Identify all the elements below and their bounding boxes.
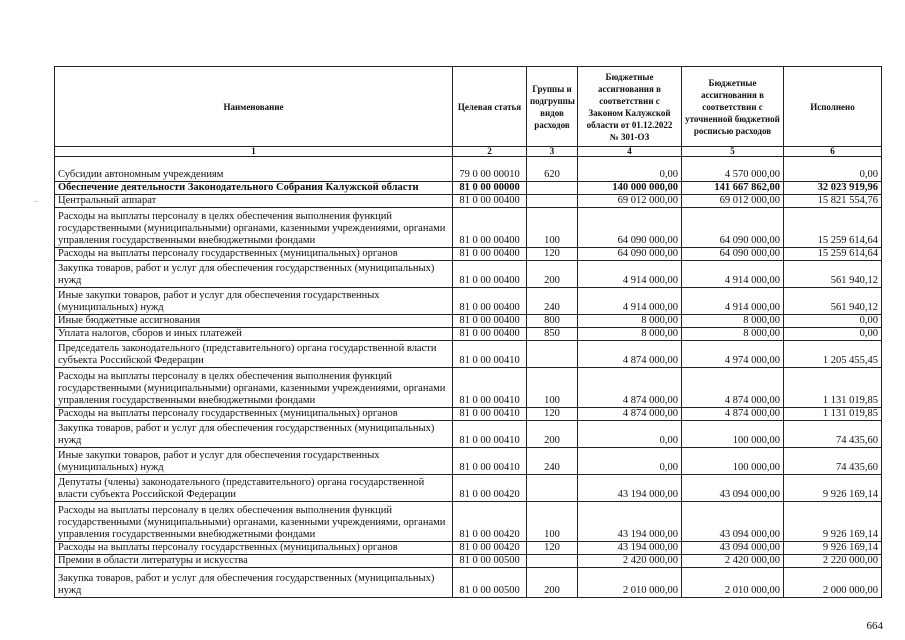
column-number: 2 [453, 147, 527, 157]
row-name: Субсидии автономным учреждениям [55, 157, 453, 182]
row-law-allocation: 140 000 000,00 [578, 182, 682, 195]
row-executed: 561 940,12 [784, 288, 882, 315]
row-target-article: 81 0 00 00420 [453, 475, 527, 502]
table-body [55, 157, 882, 598]
table-row [55, 448, 882, 475]
column-number: 3 [527, 147, 578, 157]
row-executed: 1 131 019,85 [784, 408, 882, 421]
row-executed: 9 926 169,14 [784, 475, 882, 502]
row-target-article: 81 0 00 00420 [453, 502, 527, 542]
table-row [55, 248, 882, 261]
row-executed: 9 926 169,14 [784, 542, 882, 555]
row-executed: 32 023 919,96 [784, 182, 882, 195]
row-name: Расходы на выплаты персоналу в целях обеспечения выполнения функций государственными (муниципальными) органами, казенными учреждениями, органами управления государственными внебюджетными фондами [55, 368, 453, 408]
row-law-allocation: 43 194 000,00 [578, 502, 682, 542]
row-law-allocation: 0,00 [578, 448, 682, 475]
margin-mark: – [34, 196, 38, 205]
row-law-allocation: 4 874 000,00 [578, 408, 682, 421]
row-expense-group [527, 341, 578, 368]
row-updated-allocation: 100 000,00 [682, 448, 784, 475]
page-number: 664 [866, 620, 883, 632]
row-name: Иные закупки товаров, работ и услуг для обеспечения государственных (муниципальных) нужд [55, 288, 453, 315]
row-law-allocation: 43 194 000,00 [578, 542, 682, 555]
row-law-allocation: 64 090 000,00 [578, 208, 682, 248]
row-updated-allocation: 69 012 000,00 [682, 195, 784, 208]
row-target-article: 81 0 00 00000 [453, 182, 527, 195]
row-expense-group: 800 [527, 315, 578, 328]
row-law-allocation: 2 420 000,00 [578, 555, 682, 568]
table-row [55, 208, 882, 248]
row-updated-allocation: 8 000,00 [682, 328, 784, 341]
row-updated-allocation: 4 914 000,00 [682, 261, 784, 288]
row-expense-group: 240 [527, 448, 578, 475]
row-name: Центральный аппарат [55, 195, 453, 208]
row-updated-allocation: 43 094 000,00 [682, 475, 784, 502]
row-target-article: 81 0 00 00400 [453, 315, 527, 328]
row-name: Расходы на выплаты персоналу в целях обеспечения выполнения функций государственными (муниципальными) органами, казенными учреждениями, органами управления государственными внебюджетными фондами [55, 502, 453, 542]
row-name: Расходы на выплаты персоналу государственных (муниципальных) органов [55, 542, 453, 555]
row-updated-allocation: 2 010 000,00 [682, 568, 784, 598]
row-law-allocation: 0,00 [578, 421, 682, 448]
row-target-article: 81 0 00 00410 [453, 421, 527, 448]
row-expense-group: 240 [527, 288, 578, 315]
row-expense-group: 120 [527, 542, 578, 555]
row-expense-group: 850 [527, 328, 578, 341]
row-executed: 0,00 [784, 157, 882, 182]
row-executed: 2 000 000,00 [784, 568, 882, 598]
column-number: 1 [55, 147, 453, 157]
row-executed: 15 259 614,64 [784, 208, 882, 248]
row-updated-allocation: 4 974 000,00 [682, 341, 784, 368]
row-law-allocation: 4 874 000,00 [578, 341, 682, 368]
row-executed: 561 940,12 [784, 261, 882, 288]
row-target-article: 81 0 00 00500 [453, 555, 527, 568]
row-updated-allocation: 43 094 000,00 [682, 542, 784, 555]
row-executed: 2 220 000,00 [784, 555, 882, 568]
column-number: 6 [784, 147, 882, 157]
table-row [55, 328, 882, 341]
table-row [55, 502, 882, 542]
header-executed: Исполнено [784, 67, 882, 147]
row-updated-allocation: 64 090 000,00 [682, 248, 784, 261]
row-name: Расходы на выплаты персоналу в целях обеспечения выполнения функций государственными (муниципальными) органами, казенными учреждениями, органами управления государственными внебюджетными фондами [55, 208, 453, 248]
row-law-allocation: 4 914 000,00 [578, 261, 682, 288]
row-law-allocation: 8 000,00 [578, 315, 682, 328]
budget-execution-table [54, 66, 882, 598]
row-updated-allocation: 100 000,00 [682, 421, 784, 448]
row-updated-allocation: 4 874 000,00 [682, 408, 784, 421]
row-expense-group: 620 [527, 157, 578, 182]
table-row [55, 408, 882, 421]
column-number-row [55, 147, 882, 157]
row-updated-allocation: 141 667 862,00 [682, 182, 784, 195]
row-updated-allocation: 4 914 000,00 [682, 288, 784, 315]
row-expense-group: 120 [527, 408, 578, 421]
table-row [55, 568, 882, 598]
row-expense-group: 200 [527, 261, 578, 288]
row-target-article: 81 0 00 00400 [453, 248, 527, 261]
table-row [55, 475, 882, 502]
row-name: Иные бюджетные ассигнования [55, 315, 453, 328]
row-updated-allocation: 4 570 000,00 [682, 157, 784, 182]
row-name: Закупка товаров, работ и услуг для обеспечения государственных (муниципальных) нужд [55, 568, 453, 598]
row-executed: 15 821 554,76 [784, 195, 882, 208]
row-expense-group [527, 182, 578, 195]
row-target-article: 81 0 00 00400 [453, 195, 527, 208]
row-law-allocation: 43 194 000,00 [578, 475, 682, 502]
row-expense-group: 100 [527, 368, 578, 408]
row-target-article: 81 0 00 00410 [453, 368, 527, 408]
header-expense-groups: Группы и подгруппы видов расходов [527, 67, 578, 147]
row-expense-group: 200 [527, 568, 578, 598]
table-row [55, 368, 882, 408]
row-name: Расходы на выплаты персоналу государственных (муниципальных) органов [55, 408, 453, 421]
header-row [55, 67, 882, 147]
header-name: Наименование [55, 67, 453, 147]
row-target-article: 81 0 00 00400 [453, 261, 527, 288]
row-law-allocation: 8 000,00 [578, 328, 682, 341]
row-executed: 0,00 [784, 315, 882, 328]
row-executed: 15 259 614,64 [784, 248, 882, 261]
row-expense-group: 120 [527, 248, 578, 261]
column-number: 4 [578, 147, 682, 157]
row-law-allocation: 4 874 000,00 [578, 368, 682, 408]
row-law-allocation: 4 914 000,00 [578, 288, 682, 315]
row-name: Закупка товаров, работ и услуг для обеспечения государственных (муниципальных) нужд [55, 421, 453, 448]
row-updated-allocation: 43 094 000,00 [682, 502, 784, 542]
row-name: Председатель законодательного (представительного) органа государственной власти субъекта Российской Федерации [55, 341, 453, 368]
row-law-allocation: 0,00 [578, 157, 682, 182]
row-target-article: 81 0 00 00500 [453, 568, 527, 598]
row-expense-group: 100 [527, 208, 578, 248]
row-law-allocation: 69 012 000,00 [578, 195, 682, 208]
row-expense-group [527, 555, 578, 568]
row-law-allocation: 2 010 000,00 [578, 568, 682, 598]
row-name: Уплата налогов, сборов и иных платежей [55, 328, 453, 341]
table-row [55, 341, 882, 368]
table-row [55, 288, 882, 315]
row-target-article: 81 0 00 00400 [453, 288, 527, 315]
row-name: Депутаты (члены) законодательного (представительного) органа государственной власти субъекта Российской Федерации [55, 475, 453, 502]
row-expense-group [527, 195, 578, 208]
row-target-article: 81 0 00 00400 [453, 328, 527, 341]
row-target-article: 81 0 00 00410 [453, 448, 527, 475]
row-target-article: 79 0 00 00010 [453, 157, 527, 182]
table-row [55, 182, 882, 195]
table-row [55, 315, 882, 328]
row-name: Обеспечение деятельности Законодательного Собрания Калужской области [55, 182, 453, 195]
row-executed: 0,00 [784, 328, 882, 341]
row-executed: 1 131 019,85 [784, 368, 882, 408]
table-row [55, 157, 882, 182]
row-name: Расходы на выплаты персоналу государственных (муниципальных) органов [55, 248, 453, 261]
row-expense-group: 200 [527, 421, 578, 448]
row-expense-group [527, 475, 578, 502]
row-expense-group: 100 [527, 502, 578, 542]
header-updated-allocations: Бюджетные ассигнования в соответствии с уточненной бюджетной росписью расходов [682, 67, 784, 147]
table-row [55, 555, 882, 568]
row-updated-allocation: 2 420 000,00 [682, 555, 784, 568]
row-updated-allocation: 4 874 000,00 [682, 368, 784, 408]
row-executed: 74 435,60 [784, 448, 882, 475]
table-row [55, 542, 882, 555]
row-target-article: 81 0 00 00420 [453, 542, 527, 555]
row-target-article: 81 0 00 00400 [453, 208, 527, 248]
row-target-article: 81 0 00 00410 [453, 341, 527, 368]
row-name: Премии в области литературы и искусства [55, 555, 453, 568]
header-target-article: Целевая статья [453, 67, 527, 147]
table-row [55, 195, 882, 208]
table-row [55, 421, 882, 448]
table-row [55, 261, 882, 288]
row-updated-allocation: 8 000,00 [682, 315, 784, 328]
header-law-allocations: Бюджетные ассигнования в соответствии с Законом Калужской области от 01.12.2022 № 301-ОЗ [578, 67, 682, 147]
row-executed: 9 926 169,14 [784, 502, 882, 542]
row-name: Закупка товаров, работ и услуг для обеспечения государственных (муниципальных) нужд [55, 261, 453, 288]
row-updated-allocation: 64 090 000,00 [682, 208, 784, 248]
row-executed: 1 205 455,45 [784, 341, 882, 368]
row-target-article: 81 0 00 00410 [453, 408, 527, 421]
column-number: 5 [682, 147, 784, 157]
row-name: Иные закупки товаров, работ и услуг для обеспечения государственных (муниципальных) нужд [55, 448, 453, 475]
row-law-allocation: 64 090 000,00 [578, 248, 682, 261]
row-executed: 74 435,60 [784, 421, 882, 448]
